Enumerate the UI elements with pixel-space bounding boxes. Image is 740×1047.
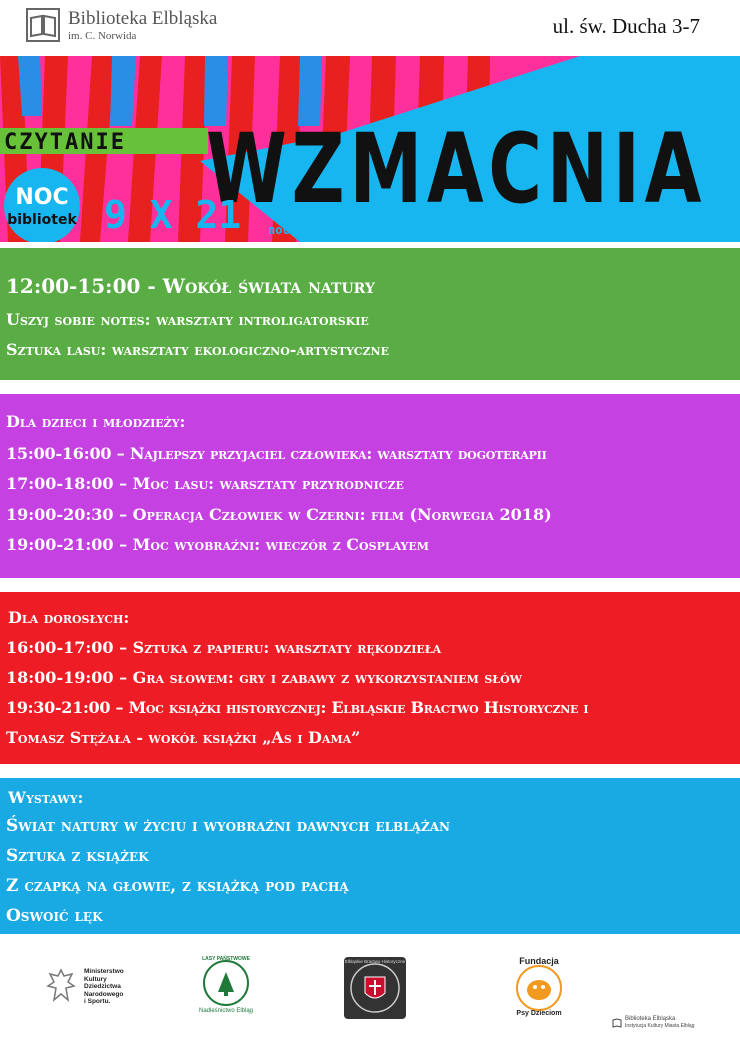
list-item: 15:00-16:00 – Najlepszy przyjaciel człowieka: warsztaty dogoterapii — [6, 444, 547, 463]
section-exhibitions-heading: Wystawy: — [8, 788, 84, 807]
ministry-line: Kultury — [84, 975, 107, 983]
ministry-logo — [44, 966, 134, 1010]
eagle-icon — [44, 966, 78, 1006]
list-item: Sztuka lasu: warsztaty ekologiczno-artystyczne — [6, 340, 389, 359]
library-logo-icon — [26, 8, 60, 42]
fundacja-logo — [506, 956, 572, 1020]
list-item: Z czapką na głowie, z książką pod pachą — [6, 876, 349, 896]
bib-small-sub: Instytucja Kultury Miasta Elbląg — [625, 1023, 695, 1029]
list-item: 19:00-20:30 – Operacja Człowiek w Czerni: film (Norwegia 2018) — [6, 505, 552, 524]
library-small-logo — [612, 1016, 730, 1032]
list-item: 19:30-21:00 – Moc książki historycznej: Elbląskie Bractwo Historyczne i — [6, 698, 589, 717]
ministry-line: Dziedzictwa — [84, 983, 121, 990]
list-item: 16:00-17:00 – Sztuka z papieru: warsztaty rękodzieła — [6, 638, 442, 657]
banner-wzmacnia: WZMACNIA — [206, 113, 706, 225]
banner-url: nocbibliotek.pl — [268, 223, 377, 237]
library-subtitle: im. C. Norwida — [68, 30, 137, 42]
shield-icon — [344, 957, 406, 1019]
forest-logo — [196, 958, 256, 1018]
ministry-line: Ministerstwo — [84, 968, 124, 975]
banner-bibliotek: bibliotek — [7, 212, 77, 228]
section-kids — [0, 394, 740, 578]
forest-bottom: Nadleśnictwo Elbląg — [198, 1008, 254, 1014]
banner-noc: NOC — [15, 185, 69, 210]
ministry-line: i Sportu. — [84, 998, 111, 1005]
bractwo-logo — [344, 957, 406, 1019]
banner-graphic — [0, 56, 740, 242]
fundacja-bottom: Psy Dzieciom — [516, 1010, 562, 1017]
bractwo-name: Elbląskie Bractwo Historyczne — [344, 959, 406, 964]
section-adults — [0, 592, 740, 764]
banner-edition: 9 X 21 — [104, 193, 242, 237]
list-item: 18:00-19:00 – Gra słowem: gry i zabawy z wykorzystaniem słów — [6, 668, 523, 687]
section-adults-heading: Dla dorosłych: — [8, 608, 130, 627]
forest-top: LASY PAŃSTWOWE — [202, 956, 250, 962]
section-nature-heading — [6, 274, 375, 298]
section-nature — [0, 248, 740, 380]
list-item: Świat natury w życiu i wyobraźni dawnych elblążan — [6, 816, 450, 836]
list-item: 17:00-18:00 – Moc lasu: warsztaty przyrodnicze — [6, 474, 404, 493]
list-item: Sztuka z książek — [6, 846, 149, 866]
section-kids-heading: Dla dzieci i młodzieży: — [6, 412, 186, 431]
library-name: Biblioteka Elbląska — [68, 8, 218, 29]
list-item: Tomasz Stężała - wokół książki „As i Dama” — [6, 728, 361, 747]
banner-czytanie: CZYTANIE — [4, 130, 126, 155]
ministry-line: Narodowego — [84, 990, 124, 998]
list-item: 19:00-21:00 – Moc wyobraźni: wieczór z Cosplayem — [6, 535, 429, 554]
bib-small-name: Biblioteka Elbląska — [625, 1016, 676, 1022]
banner — [0, 56, 740, 242]
book-icon — [612, 1018, 622, 1028]
list-item: Oswoić lęk — [6, 906, 103, 926]
heading-title: - Wokół świata natury — [140, 274, 375, 298]
list-item: Uszyj sobie notes: warsztaty introligatorskie — [6, 310, 369, 329]
address: ul. św. Ducha 3-7 — [552, 14, 700, 38]
tree-icon — [196, 958, 256, 1008]
section-exhibitions — [0, 778, 740, 934]
fundacja-top: Fundacja — [519, 956, 559, 966]
heading-time: 12:00-15:00 — [6, 274, 141, 298]
